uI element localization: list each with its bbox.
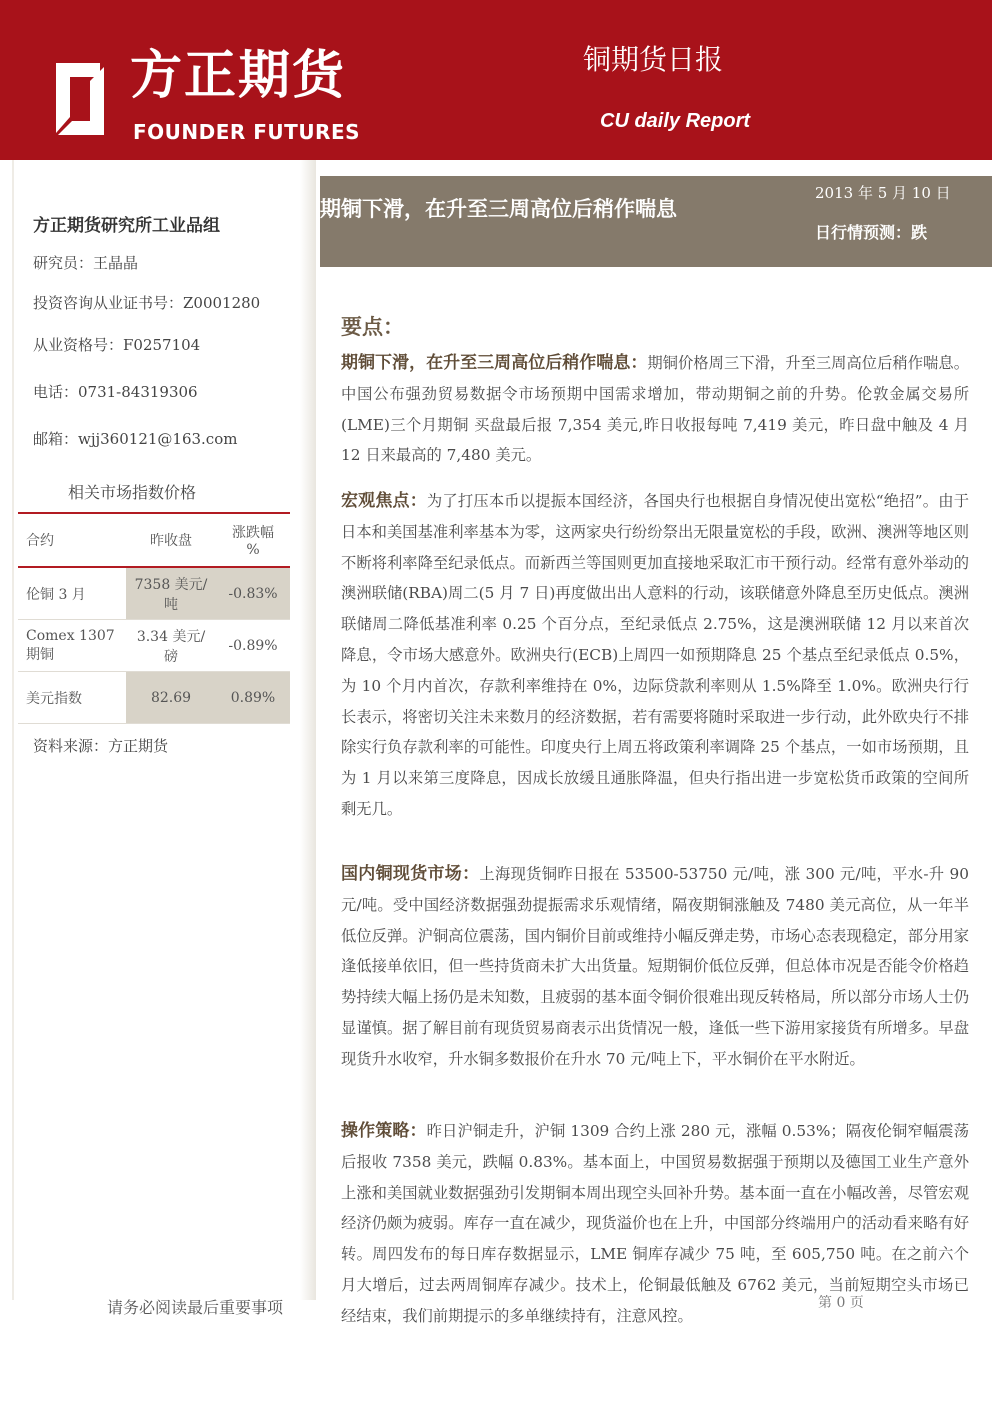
founder-logo-icon [38, 55, 118, 140]
disclaimer-note: 请务必阅读最后重要事项 [107, 1298, 284, 1317]
paragraph-lead: 期铜下滑，在升至三周高位后稍作喘息： [341, 353, 648, 373]
qualification-line: 从业资格号：F0257104 [33, 336, 201, 354]
paragraph-domestic-spot [341, 859, 969, 1075]
column-header: 涨跌幅 % [216, 513, 290, 567]
table-cell: 82.69 [126, 672, 216, 724]
paragraph-lead: 操作策略： [341, 1121, 427, 1141]
paragraph-copper-decline [341, 348, 969, 471]
paragraph-text: 上海现货铜昨日报在 53500-53750 元/吨，涨 300 元/吨，平水-升 90 元/吨。受中国经济数据强劲提振需求乐观情绪，隔夜期铜涨触及 7480 美元高位，从一年半低位反弹。沪铜高位震荡，国内铜价目前或维持小幅反弹走势，市场心态表现稳定，部分用家逢低接单依旧，但一些持货商未扩大出货量。短期铜价低位反弹，但总体市况是否能令价格趋势持续大幅上扬仍是未知数，且疲弱的基本面令铜价很难出现反转格局，所以部分市场人士仍显谨慎。据了解目前有现货贸易商表示出货情况一般，逢低一些下游用家接货有所增多。早盘现货升水收窄，升水铜多数报价在升水 70 元/吨上下，平水铜价在平水附近。 [341, 865, 970, 1068]
table-cell: 美元指数 [18, 672, 126, 724]
data-source: 资料来源：方正期货 [33, 737, 169, 755]
table-header-row [18, 513, 290, 567]
header-bar [0, 0, 992, 160]
paragraph-text: 为了打压本币以提振本国经济，各国央行也根据自身情况使出宽松“绝招”。由于日本和美国基准利率基本为零，这两家央行纷纷祭出无限量宽松的手段，欧洲、澳洲等地区则不断将利率降至纪录低点。而新西兰等国则更加直接地采取汇市干预行动。经常有意外举动的澳洲联储(RBA)周二(5 月 7 日)再度做出出人意料的行动，该联储意外降息至历史低点。澳洲联储周二降低基准利率 0.25 个百分点，至纪录低点 2.75%，这是澳洲联储 12 月以来首次降息，令市场大感意外。欧洲央行(ECB)上周四一如预期降息 25 个基点至纪录低点 0.5%，为 10 个月内首次，存款利率维持在 0%，边际贷款利率则从 1.5%降至 1.0%。欧洲央行行长表示，将密切关注未来数月的经济数据，若有需要将随时采取进一步行动，此外欧央行不排除实行负存款利率的可能性。印度央行上周五将政策利率调降 25 个基点，一如市场预期，且为 1 月以来第三度降息，因成长放缓且通胀降温，但央行指出进一步宽松货币政策的空间所剩无几。 [341, 492, 969, 818]
phone-line: 电话：0731-84319306 [33, 383, 198, 401]
daily-forecast: 日行情预测：跌 [815, 223, 928, 242]
table-cell: -0.83% [216, 567, 290, 620]
key-points-heading: 要点： [341, 315, 404, 339]
paragraph-strategy [341, 1116, 969, 1332]
paragraph-lead: 国内铜现货市场： [341, 864, 480, 884]
logo-english-text: FOUNDER FUTURES [133, 120, 361, 144]
report-title-en: CU daily Report [600, 110, 751, 132]
market-index-title: 相关市场指数价格 [68, 483, 197, 502]
paragraph-text: 昨日沪铜走升，沪铜 1309 合约上涨 280 元，涨幅 0.53%；隔夜伦铜窄幅震荡后报收 7358 美元，跌幅 0.83%。基本面上，中国贸易数据强于预期以及德国工业生产意外上涨和美国就业数据强劲引发期铜本周出现空头回补升势。基本面一直在小幅改善，尽管宏观经济仍颇为疲弱。库存一直在减少，现货溢价也在上升，中国部分终端用户的活动看来略有好转。周四发布的每日库存数据显示，LME 铜库存减少 75 吨，至 605,750 吨。在之前六个月大增后，过去两周铜库存减少。技术上，伦铜最低触及 6762 美元，当前短期空头市场已经结束，我们前期提示的多单继续持有，注意风控。 [341, 1122, 969, 1325]
paragraph-lead: 宏观焦点： [341, 491, 427, 511]
report-title-cn: 铜期货日报 [583, 43, 724, 76]
paragraph-text: 期铜价格周三下滑，升至三周高位后稍作喘息。中国公布强劲贸易数据令市场预期中国需求增加，带动期铜之前的升势。伦敦金属交易所(LME)三个月期铜 买盘最后报 7,354 美元,昨日收报每吨 7,419 美元，昨日盘中触及 4 月 12 日来最高的 7,480 美元。 [341, 354, 969, 465]
table-cell: 伦铜 3 月 [18, 567, 126, 620]
logo-chinese-text: 方正期货 [130, 46, 347, 106]
market-index-table [18, 512, 290, 724]
column-header: 昨收盘 [126, 513, 216, 567]
column-header: 合约 [18, 513, 126, 567]
table-cell: Comex 1307 期铜 [18, 620, 126, 672]
certificate-line: 投资咨询从业证书号：Z0001280 [33, 294, 261, 312]
table-cell: 0.89% [216, 672, 290, 724]
headline-title: 期铜下滑，在升至三周高位后稍作喘息 [320, 197, 677, 221]
table-cell: 3.34 美元/磅 [126, 620, 216, 672]
paragraph-macro-focus [341, 486, 969, 825]
sidebar [0, 160, 316, 1300]
table-row [18, 672, 290, 724]
report-date: 2013 年 5 月 10 日 [815, 184, 951, 202]
email-line: 邮箱：wjj360121@163.com [33, 430, 238, 448]
page-number: 第 0 页 [818, 1295, 864, 1311]
table-cell: -0.89% [216, 620, 290, 672]
table-cell: 7358 美元/吨 [126, 567, 216, 620]
table-row [18, 567, 290, 620]
table-row [18, 620, 290, 672]
team-name: 方正期货研究所工业品组 [33, 216, 220, 236]
analyst-line: 研究员：王晶晶 [33, 254, 139, 272]
